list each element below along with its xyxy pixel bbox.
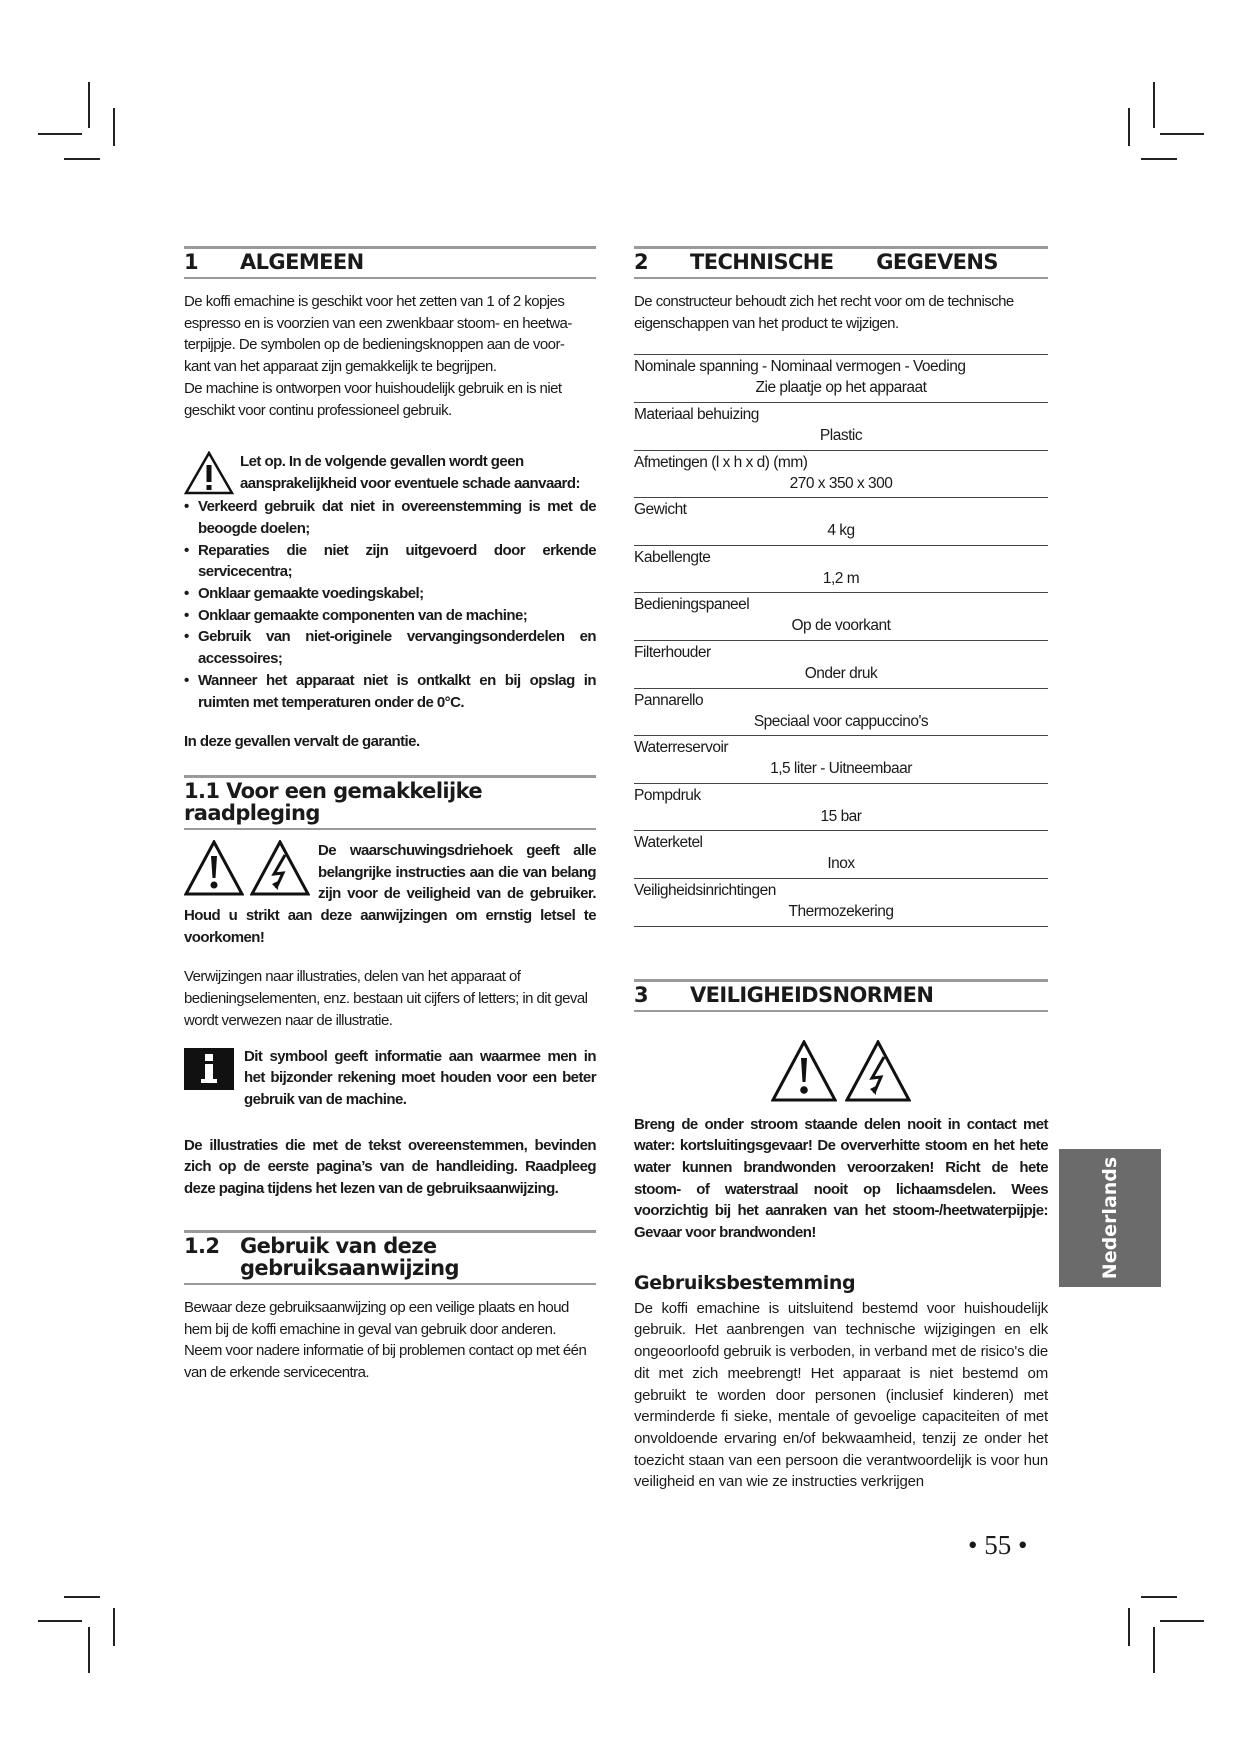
usage-title: Gebruiksbestemming: [634, 1271, 856, 1294]
section-number: 1.2: [184, 1233, 220, 1258]
crop-mark: [88, 82, 90, 128]
language-tab: [1059, 1149, 1161, 1287]
intro-line: kant van het apparaat zijn gemakkelijk te begrijpen.: [184, 358, 497, 376]
electric-hazard-icon: [250, 840, 310, 896]
spec-label: Veiligheidsinrichtingen: [634, 881, 776, 899]
crop-mark: [1160, 1620, 1204, 1622]
list-item: • Onklaar gemaakte voedingskabel;: [184, 585, 424, 603]
spec-label: Afmetingen (l x h x d) (mm): [634, 453, 808, 471]
crop-mark: [1153, 1627, 1155, 1673]
guarantee-note: In deze gevallen vervalt de garantie.: [184, 733, 420, 751]
spec-label: Materiaal behuizing: [634, 406, 759, 423]
section-title: VEILIGHEIDSNORMEN: [690, 982, 934, 1007]
spec-value: 270 x 350 x 300: [789, 474, 893, 492]
crop-mark: [1141, 1596, 1177, 1598]
crop-mark: [1153, 82, 1155, 128]
usage-text: De koffi emachine is uitsluitend bestemd voor huishoudelijk gebruik. Het aanbrengen van technische wijzigingen en elk ongeoorloofd gebruik is verboden, in verband met de risico's die dit met zich meebrengt! Het apparaat is niet bestemd om gebruikt te worden door personen (inclusief kinderen) met verminderde fi sieke, mentale of gevoelige capaciteiten of met onvoldoende ervaring en/of bekwaamheid, tenzij ze onder het toezicht staan van een persoon die verantwoordelijk is voor hun veiligheid en van wie ze instructies verkrijgen: [634, 1299, 1048, 1491]
warning-triangle-icon: [184, 840, 244, 896]
spec-value: Onder druk: [804, 664, 878, 682]
crop-mark: [1128, 1608, 1130, 1646]
spec-value: 15 bar: [820, 807, 862, 825]
electric-hazard-icon: [845, 1040, 911, 1102]
section-1-1-header: [184, 775, 596, 830]
section-title: TECHNISCHE GEGEVENS: [690, 250, 998, 274]
right-column: [634, 246, 1048, 1493]
crop-mark: [38, 1620, 82, 1622]
manual-usage-text: Bewaar deze gebruiksaanwijzing op een veilige plaats en houd hem bij de koffi emachine in geval van gebruik door anderen. Neem voor nadere informatie of bij problemen contact op met één van de erkende servicecentra.: [184, 1298, 587, 1381]
spec-row: [634, 402, 1048, 450]
spec-label: Waterketel: [634, 834, 703, 852]
section-number: 2: [634, 250, 649, 274]
intro-line: De koffi emachine is geschikt voor het zetten van 1 of 2 kopjes: [184, 293, 565, 310]
list-item: • Verkeerd gebruik dat niet in overeenstemming is met de beoogde doelen;: [184, 498, 596, 537]
references-text: Verwijzingen naar illustraties, delen van het apparaat of bedieningselementen, enz. bestaan uit cijfers of letters; in dit geval wordt verwezen naar de illustratie.: [184, 968, 588, 1029]
crop-mark: [1128, 108, 1130, 146]
spec-row: [634, 450, 1048, 498]
spec-row: [634, 688, 1048, 736]
spec-label: Waterreservoir: [634, 739, 729, 757]
warning-icons: [184, 840, 310, 896]
spec-row: [634, 735, 1048, 783]
section-2-header: [634, 246, 1048, 279]
info-text: Dit symbool geeft informatie aan waarmee men in het bijzonder rekening moet houden voor een beter gebruik van de machine.: [244, 1047, 596, 1108]
liability-list: [184, 496, 596, 713]
spec-row: [634, 640, 1048, 688]
spec-label: Filterhouder: [634, 643, 711, 661]
crop-mark: [64, 158, 100, 160]
section-1-2-header: [184, 1230, 596, 1285]
section-1-header: [184, 246, 596, 279]
intro-line: geschikt voor continu professioneel gebruik.: [184, 401, 452, 419]
spec-value: 1,2 m: [822, 569, 860, 587]
page-number: • 55 •: [968, 1530, 1028, 1560]
spec-row: [634, 592, 1048, 640]
spec-label: Pompdruk: [634, 786, 701, 804]
language-label: Nederlands: [1099, 1156, 1122, 1280]
spec-row: [634, 354, 1048, 402]
spec-row: [634, 783, 1048, 831]
spec-value: 1,5 liter - Uitneembaar: [770, 760, 912, 778]
list-item: • Wanneer het apparaat niet is ontkalkt en bij opslag in ruimten met temperaturen onder de 0°C.: [184, 671, 596, 711]
liability-warning: [184, 451, 596, 495]
list-item: • Onklaar gemaakte componenten van de machine;: [184, 606, 528, 624]
info-glyph: [199, 1053, 219, 1085]
spec-value: Op de voorkant: [791, 617, 891, 635]
spec-label: Nominale spanning - Nominaal vermogen - Voeding: [634, 358, 966, 376]
spec-table: [634, 354, 1048, 926]
crop-mark: [1160, 133, 1204, 135]
safety-warning-block: [184, 840, 596, 949]
spec-label: Pannarello: [634, 691, 704, 709]
section-1-intro: [184, 291, 596, 421]
section-number: 1: [184, 250, 199, 274]
spec-label: Kabellengte: [634, 548, 711, 566]
info-icon: [184, 1048, 234, 1090]
intro-line: terpijpje. De symbolen op de bedieningsknoppen aan de voor-: [184, 336, 565, 354]
crop-mark: [113, 108, 115, 146]
spec-value: 4 kg: [827, 522, 855, 540]
safety-icons: [634, 1040, 1048, 1102]
warning-title: Let op. In de volgende gevallen wordt geen aansprakelijkheid voor eventuele schade aanvaard:: [240, 453, 580, 492]
illustrations-text: De illustraties die met de tekst overeenstemmen, bevinden zich op de eerste pagina’s van de handleiding. Raadpleeg deze pagina tijdens het lezen van de gebruiksaanwijzing.: [184, 1136, 596, 1198]
crop-mark: [1141, 158, 1177, 160]
spec-row: [634, 497, 1048, 545]
list-item: • Gebruik van niet-originele vervangingsonderdelen en accessoires;: [184, 628, 596, 668]
warning-triangle-icon: [771, 1040, 837, 1102]
spec-value: Plastic: [819, 427, 863, 444]
spec-value: Thermozekering: [788, 902, 894, 920]
crop-mark: [88, 1627, 90, 1673]
info-block: [184, 1046, 596, 1111]
crop-mark: [38, 133, 82, 135]
section-title: 1.1 Voor een gemakkelijke raadpleging: [184, 778, 483, 825]
section-title: Gebruik van deze gebruiksaanwijzing: [240, 1233, 459, 1280]
warning-triangle-text: De waarschuwingsdriehoek geeft alle belangrijke instructies aan die van belang zijn voor de veiligheid van de gebruiker. Houd u strikt aan deze aanwijzingen om ernstig letsel te voorkomen!: [184, 841, 596, 946]
list-item: • Reparaties die niet zijn uitgevoerd door erkende servicecentra;: [184, 541, 596, 581]
spec-label: Bedieningspaneel: [634, 596, 750, 614]
spec-value: Inox: [827, 855, 855, 873]
tech-intro: De constructeur behoudt zich het recht voor om de technische eigenschappen van het product te wijzigen.: [634, 293, 1014, 332]
warning-triangle-icon: [184, 451, 234, 495]
spec-value: Speciaal voor cappuccino's: [753, 712, 929, 730]
crop-mark: [113, 1608, 115, 1646]
spec-value: Zie plaatje op het apparaat: [755, 379, 927, 397]
intro-line: De machine is ontworpen voor huishoudelijk gebruik en is niet: [184, 379, 562, 397]
safety-warning-text: Breng de onder stroom staande delen nooit in contact met water: kortsluitingsgevaar! De oververhitte stoom en het hete water kunnen brandwonden veroorzaken! Richt de hete stoom- of waterstraal nooit op lichaamsdelen. Wees voorzichtig bij het aanraken van het stoom-/heetwaterpijpje: Gevaar voor brandwonden!: [634, 1115, 1048, 1242]
spec-row: [634, 878, 1048, 926]
intro-line: espresso en is voorzien van een zwenkbaar stoom- en heetwa-: [184, 314, 572, 332]
spec-row: [634, 830, 1048, 878]
spec-row: [634, 545, 1048, 593]
crop-mark: [64, 1596, 100, 1598]
left-column: [184, 246, 596, 1384]
section-number: 3: [634, 982, 649, 1007]
spec-label: Gewicht: [634, 501, 687, 519]
section-title: ALGEMEEN: [240, 250, 364, 274]
section-3-header: [634, 979, 1048, 1012]
